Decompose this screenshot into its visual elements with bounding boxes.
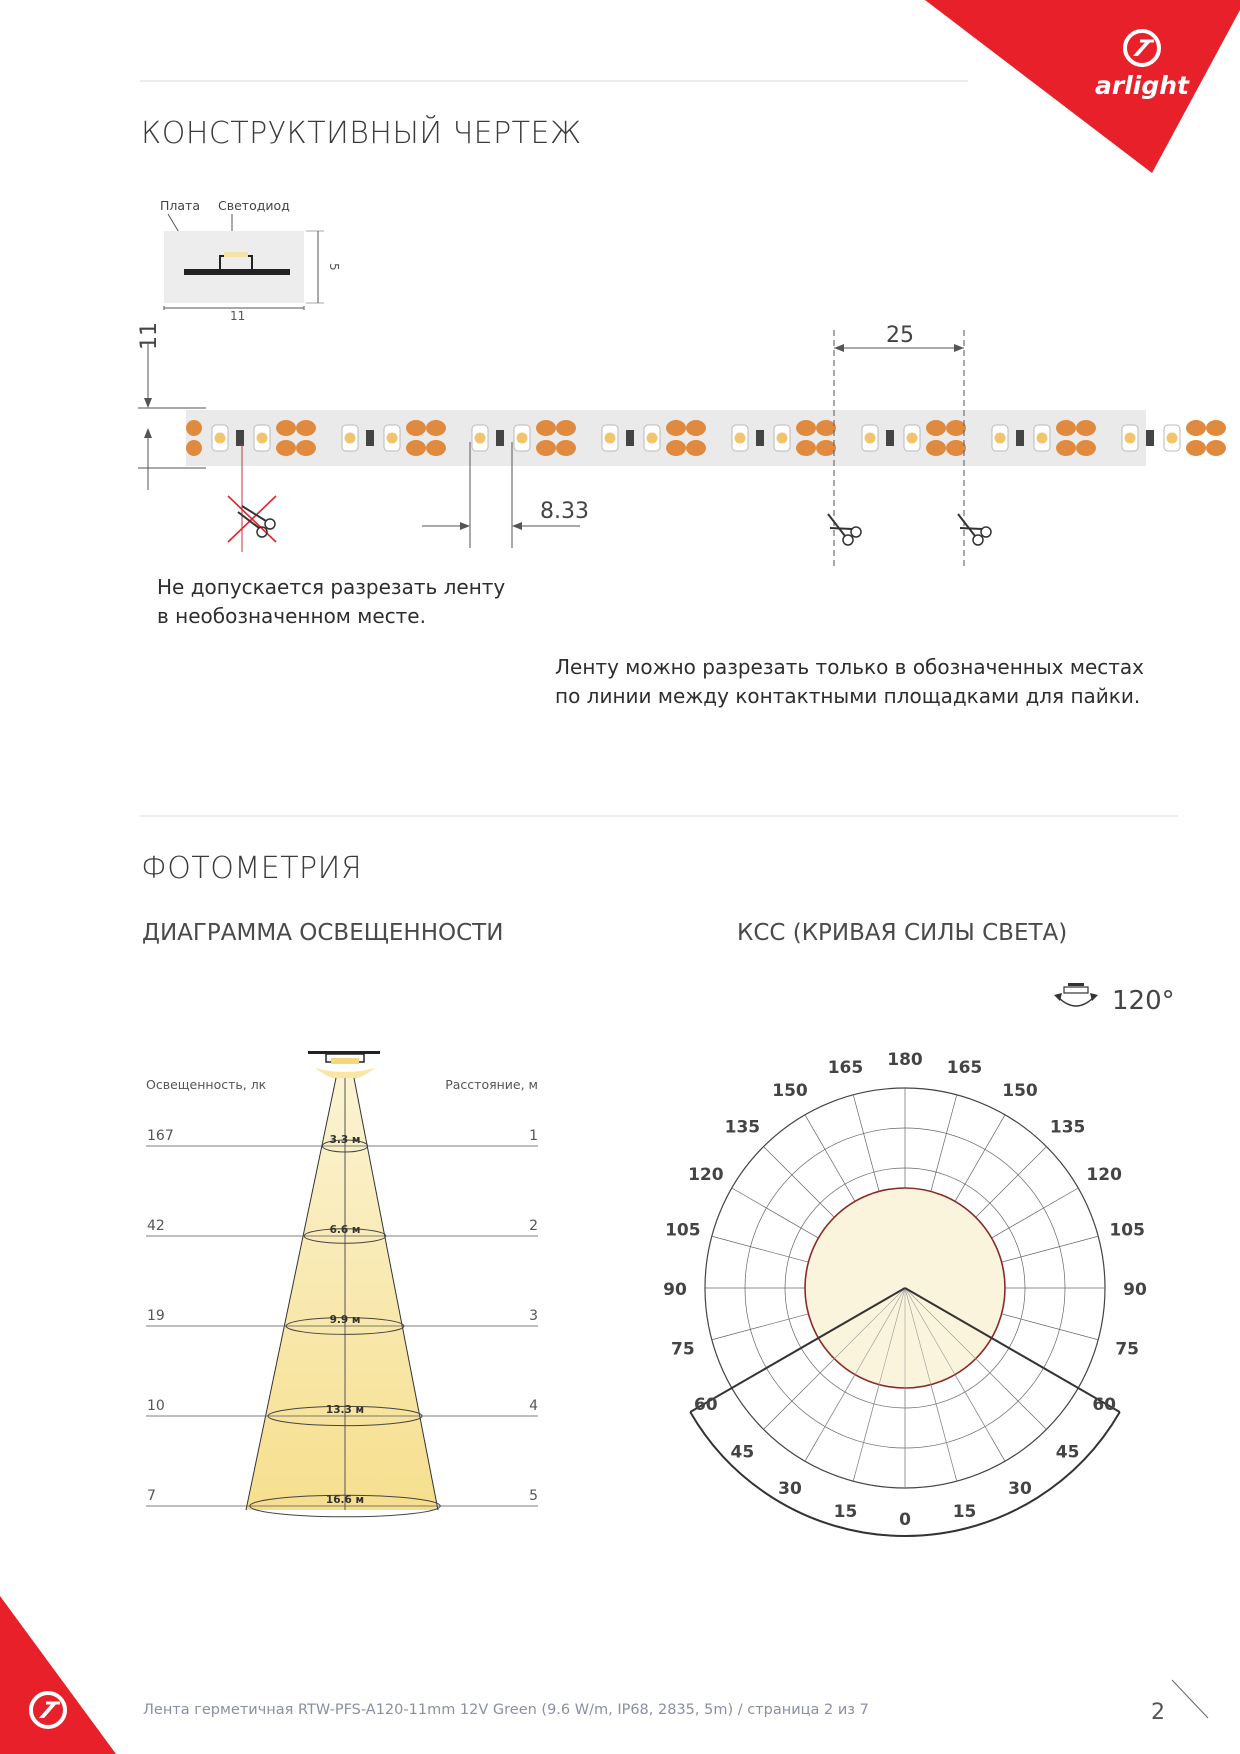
led-dot: [995, 433, 1006, 444]
resistor-icon: [236, 430, 244, 446]
board-shape: [184, 269, 290, 275]
illuminance-left-header: Освещенность, лк: [146, 1077, 267, 1092]
solder-pad: [406, 420, 426, 436]
angle-label: 90: [663, 1280, 687, 1300]
lux-value: 7: [147, 1488, 156, 1504]
solder-pad: [276, 420, 296, 436]
lux-value: 167: [147, 1128, 174, 1144]
scissors-icon: [828, 514, 861, 545]
illuminance-title: ДИАГРАММА ОСВЕЩЕННОСТИ: [142, 920, 504, 946]
spot-diameter: 16.6 м: [325, 1494, 365, 1506]
solder-pad: [796, 420, 816, 436]
angle-label: 30: [778, 1479, 802, 1500]
angle-label: 90: [1123, 1280, 1147, 1300]
solder-pad: [1186, 440, 1206, 456]
distance-value: 5: [529, 1488, 538, 1504]
scissors-icon: [958, 514, 991, 545]
cross-section-drawing: [150, 196, 340, 326]
led-dot: [517, 433, 528, 444]
angle-label: 135: [1049, 1117, 1086, 1138]
solder-pad: [296, 440, 316, 456]
led-shape: [224, 252, 248, 257]
note-allowed-line2: по линии между контактными площадками для пайки.: [555, 684, 1141, 708]
strip-drawing: [120, 320, 1160, 580]
note-forbidden-line2: в необозначенном месте.: [157, 604, 426, 628]
section-divider: [140, 815, 1178, 817]
led-dot: [735, 433, 746, 444]
note-allowed: [555, 653, 1144, 711]
note-forbidden-line1: Не допускается разрезать ленту: [157, 575, 506, 599]
solder-pad: [186, 420, 202, 436]
note-forbidden: [157, 573, 505, 631]
resistor-icon: [886, 430, 894, 446]
angle-label: 30: [1008, 1479, 1032, 1500]
solder-pad: [1206, 420, 1226, 436]
angle-label: 15: [952, 1502, 977, 1523]
angle-label: 135: [724, 1117, 761, 1138]
beam-angle-icon: [1054, 983, 1098, 1006]
angle-label: 45: [1055, 1442, 1080, 1463]
angle-label: 180: [887, 1050, 923, 1070]
angle-label: 105: [665, 1220, 701, 1241]
solder-pad: [186, 440, 202, 456]
spot-diameter: 9.9 м: [329, 1314, 361, 1326]
solder-pad: [686, 440, 706, 456]
solder-pad: [946, 420, 966, 436]
strip-height-label: 11: [137, 322, 162, 350]
brand-corner: [920, 0, 1240, 175]
solder-pad: [946, 440, 966, 456]
angle-label: 165: [827, 1057, 864, 1078]
resistor-icon: [1016, 430, 1024, 446]
footer-text: Лента герметичная RTW-PFS-A120-11mm 12V Green (9.6 W/m, IP68, 2835, 5m) / страница 2 из 7: [143, 1702, 869, 1718]
solder-pad: [426, 420, 446, 436]
beam-angle: 120°: [1112, 986, 1175, 1016]
note-allowed-line1: Ленту можно разрезать только в обозначенных местах: [555, 655, 1144, 679]
solder-pad: [1056, 440, 1076, 456]
led-dot: [865, 433, 876, 444]
spot-diameter: 13.3 м: [325, 1404, 365, 1416]
angle-label: 60: [693, 1395, 718, 1415]
angle-label: 75: [1115, 1339, 1139, 1360]
resistor-icon: [756, 430, 764, 446]
angle-label: 0: [899, 1510, 911, 1530]
solder-pad: [426, 440, 446, 456]
solder-pad: [536, 440, 556, 456]
spot-diameter: 3.3 м: [329, 1134, 361, 1146]
solder-pad: [406, 440, 426, 456]
dim-height: 5: [327, 263, 341, 271]
angle-label: 120: [1086, 1165, 1122, 1185]
solder-pad: [296, 420, 316, 436]
angle-label: 150: [1002, 1080, 1038, 1101]
angle-label: 45: [730, 1442, 755, 1463]
led-dot: [647, 433, 658, 444]
angle-label: 150: [772, 1080, 808, 1101]
led-dot: [605, 433, 616, 444]
led-dot: [215, 433, 226, 444]
resistor-icon: [1146, 430, 1154, 446]
distance-value: 4: [529, 1398, 538, 1414]
solder-pad: [686, 420, 706, 436]
page-corner-mark: [1170, 1678, 1210, 1722]
led-dot: [1125, 433, 1136, 444]
solder-pad: [926, 440, 946, 456]
distance-value: 3: [529, 1308, 538, 1324]
label-led: Светодиод: [218, 198, 290, 213]
resistor-icon: [626, 430, 634, 446]
led-dot: [1037, 433, 1048, 444]
label-board: Плата: [160, 198, 200, 213]
page-number: 2: [1151, 1700, 1165, 1725]
solder-pad: [1206, 440, 1226, 456]
illuminance-right-header: Расстояние, м: [445, 1077, 538, 1092]
lux-value: 19: [147, 1308, 165, 1324]
distance-value: 1: [529, 1128, 538, 1144]
segment-label: 25: [886, 323, 914, 348]
solder-pad: [556, 420, 576, 436]
led-dot: [475, 433, 486, 444]
angle-label: 120: [688, 1165, 724, 1185]
solder-pad: [1056, 420, 1076, 436]
solder-pad: [1186, 420, 1206, 436]
solder-pad: [926, 420, 946, 436]
solder-pad: [816, 420, 836, 436]
angle-label: 15: [833, 1502, 858, 1523]
brand-corner-triangle: [925, 0, 1240, 173]
lux-value: 10: [147, 1398, 165, 1414]
led-dot: [777, 433, 788, 444]
angle-label: 75: [671, 1339, 695, 1360]
distance-value: 2: [529, 1218, 538, 1234]
angle-label: 60: [1092, 1395, 1117, 1415]
led-dot: [387, 433, 398, 444]
illuminance-diagram: [140, 1040, 550, 1530]
angle-label: 165: [946, 1057, 983, 1078]
solder-pad: [536, 420, 556, 436]
solder-pad: [1076, 420, 1096, 436]
dim-width: 11: [230, 309, 246, 323]
spot-diameter: 6.6 м: [329, 1224, 361, 1236]
section-title-photometry: ФОТОМЕТРИЯ: [141, 851, 363, 886]
resistor-icon: [366, 430, 374, 446]
pitch-label: 8.33: [540, 499, 589, 524]
solder-pad: [1076, 440, 1096, 456]
solder-pad: [796, 440, 816, 456]
resistor-icon: [496, 430, 504, 446]
section-title-design: КОНСТРУКТИВНЫЙ ЧЕРТЕЖ: [141, 116, 582, 151]
solder-pad: [666, 420, 686, 436]
footer-corner: [0, 1596, 120, 1754]
solder-pad: [556, 440, 576, 456]
section-divider: [140, 80, 968, 82]
brand-name: arlight: [1095, 71, 1189, 100]
led-dot: [345, 433, 356, 444]
solder-pad: [276, 440, 296, 456]
led-dot: [1167, 433, 1178, 444]
angle-label: 105: [1109, 1220, 1145, 1241]
solder-pad: [816, 440, 836, 456]
lux-value: 42: [147, 1218, 165, 1234]
solder-pad: [666, 440, 686, 456]
ksv-polar-diagram: [650, 975, 1175, 1555]
led-dot: [907, 433, 918, 444]
ksv-title: КСС (КРИВАЯ СИЛЫ СВЕТА): [737, 920, 1068, 946]
forbidden-cut-icon: [228, 496, 276, 542]
led-dot: [257, 433, 268, 444]
